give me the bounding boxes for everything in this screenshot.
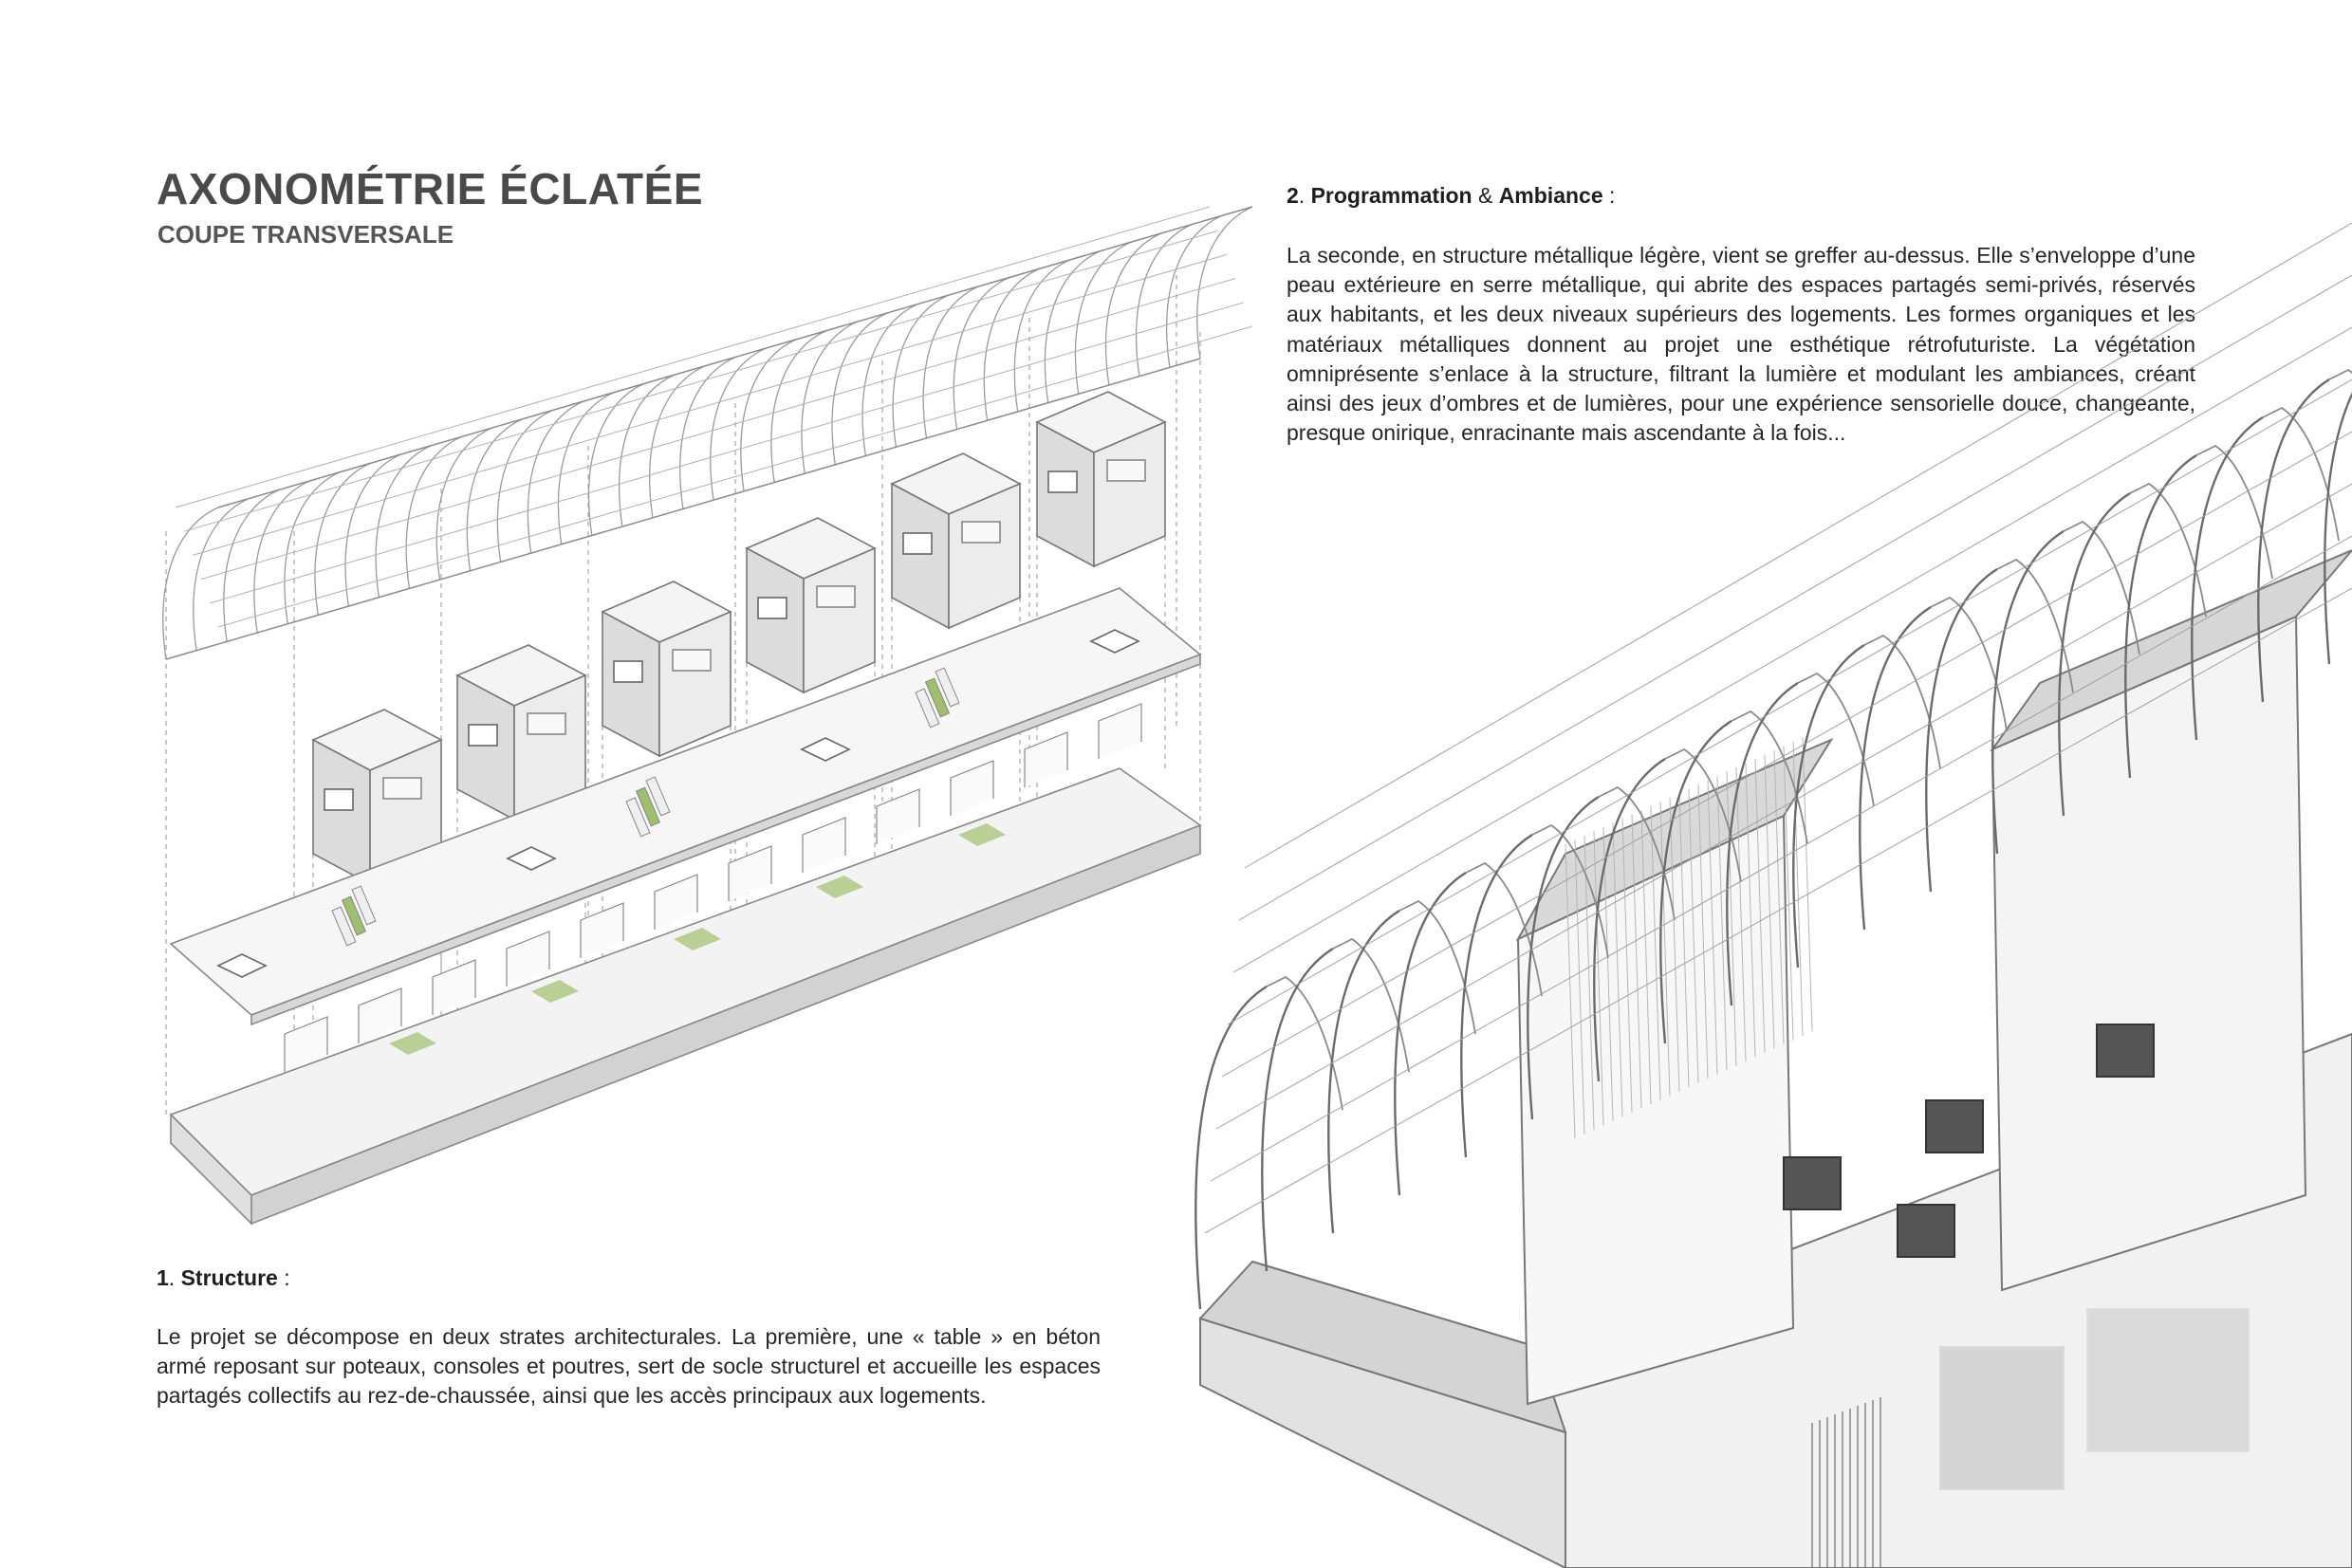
ground-wall — [951, 761, 993, 816]
module-terrace — [1107, 460, 1145, 481]
section-1-colon: : — [277, 1265, 290, 1290]
ground-wall — [803, 818, 845, 873]
roof-rib — [1045, 251, 1100, 403]
roof-rib — [771, 331, 826, 483]
base-opening — [2087, 1309, 2249, 1451]
section-2-label-b: Ambiance — [1498, 183, 1603, 208]
roof-rib — [589, 383, 644, 535]
roof-rib — [254, 481, 309, 633]
metal-arch-far — [2064, 522, 2139, 655]
roof-rib — [802, 322, 857, 473]
roof-rib — [954, 278, 1009, 430]
module-window — [903, 533, 932, 554]
roof-rib — [528, 401, 583, 553]
module-window — [614, 661, 642, 682]
roof-rib — [680, 358, 735, 509]
roof-rib — [1076, 242, 1131, 394]
metal-arch-far — [2329, 370, 2352, 503]
roof-rib — [741, 340, 796, 491]
metal-arch-far — [1997, 560, 2073, 692]
volume-window — [2097, 1024, 2154, 1077]
metal-arch-far — [1931, 598, 2007, 730]
roof-rib — [497, 410, 552, 562]
roof-rib — [1197, 207, 1252, 359]
module-terrace — [528, 713, 565, 734]
metal-arch — [1262, 949, 1333, 1271]
roof-rib — [285, 472, 340, 624]
metal-arch — [1395, 873, 1466, 1195]
page-subtitle: COUPE TRANSVERSALE — [157, 220, 454, 249]
roof-rib — [923, 286, 978, 438]
metal-arch-far — [2130, 484, 2206, 617]
section-1-text: Le projet se décompose en deux strates architecturales. La première, une « table » en béton armé reposant sur poteaux, consoles et poutres, sert de socle structurel et accueille les espaces partagés collectifs au rez-de-chaussée, ainsi que les accès principaux aux logements. — [157, 1324, 1101, 1409]
module-window — [469, 725, 497, 746]
roof-rib — [467, 419, 522, 571]
metal-arch-far — [1399, 901, 1475, 1034]
roof-rib — [436, 428, 491, 580]
section-2-number: 2 — [1287, 183, 1299, 208]
roof-rib — [1014, 260, 1069, 412]
section-1-number: 1 — [157, 1265, 169, 1290]
roof-rib — [832, 313, 887, 465]
section-2-colon: : — [1602, 183, 1616, 208]
roof-rib — [224, 489, 279, 641]
roof-rib — [893, 295, 948, 447]
roof-rib — [1137, 225, 1192, 377]
module-terrace — [962, 522, 1000, 543]
metal-arch — [2324, 341, 2352, 664]
ground-wall — [1099, 704, 1141, 759]
section-1-label: Structure — [180, 1265, 278, 1290]
metal-arch — [1328, 911, 1399, 1233]
section-2-heading: 2. Programmation & Ambiance : — [1287, 183, 1616, 208]
roof-rib — [376, 446, 431, 598]
volume-slat — [1803, 738, 1812, 1032]
roof-rib — [862, 304, 917, 456]
roof-rib — [1106, 233, 1161, 385]
roof-rib — [711, 348, 766, 500]
metal-arch-far — [2196, 446, 2272, 579]
volume-window — [1784, 1157, 1841, 1209]
ground-wall — [1025, 732, 1067, 787]
module-terrace — [383, 778, 421, 799]
metal-arch-far — [1333, 939, 1409, 1072]
volume-window — [1898, 1205, 1954, 1257]
page-title: AXONOMÉTRIE ÉCLATÉE — [157, 164, 704, 213]
metal-arch-far — [1864, 636, 1940, 768]
module-window — [758, 598, 787, 618]
ground-wall — [581, 903, 623, 958]
section-2-text: La seconde, en structure métallique légère, vient se greffer au-dessus. Elle s’enveloppe d’une peau extérieure en serre métallique, qui abrite des espaces partagés semi-privés, réservés aux habitants, et les deux niveaux supérieurs des logements. Les formes organiques et les matériaux métalliques donnent au projet une esthétique rétrofuturiste. La végétation omniprésente s’enlace à la structure, filtrant la lumière et modulant les ambiances, créant ainsi des jeux d’ombres et de lumières, pour une expérience sensorielle douce, changeante, presque onirique, enracinante mais ascendante à la fois... — [1287, 243, 2195, 446]
module-window — [324, 789, 353, 810]
roof-rib — [194, 499, 249, 651]
module-terrace — [673, 650, 711, 671]
metal-arch-far — [2263, 408, 2339, 541]
roof-rib — [345, 454, 400, 606]
module-terrace — [817, 586, 855, 607]
metal-arch-far — [1798, 673, 1874, 806]
volume-window — [1926, 1100, 1983, 1153]
roof-rib — [1167, 215, 1222, 367]
metal-arch — [1195, 987, 1267, 1309]
section-2-label-a: Programmation — [1310, 183, 1472, 208]
section-1-heading: 1. Structure : — [157, 1265, 290, 1290]
roof-rib — [315, 463, 370, 615]
module-window — [1048, 471, 1077, 492]
metal-arch-far — [1267, 977, 1343, 1110]
section-2-amp: & — [1477, 183, 1493, 208]
ground-wall — [729, 846, 771, 901]
roof-rib — [650, 366, 705, 518]
roof-rib — [163, 507, 218, 659]
ground-wall — [877, 789, 919, 844]
roof-rib — [406, 436, 461, 588]
roof-rib — [984, 268, 1039, 420]
roof-rib — [620, 375, 675, 526]
base-opening — [1940, 1347, 2064, 1489]
roof-rib — [559, 393, 614, 544]
greenhouse-perspective-view — [1195, 223, 2352, 1568]
ground-wall — [655, 875, 697, 930]
